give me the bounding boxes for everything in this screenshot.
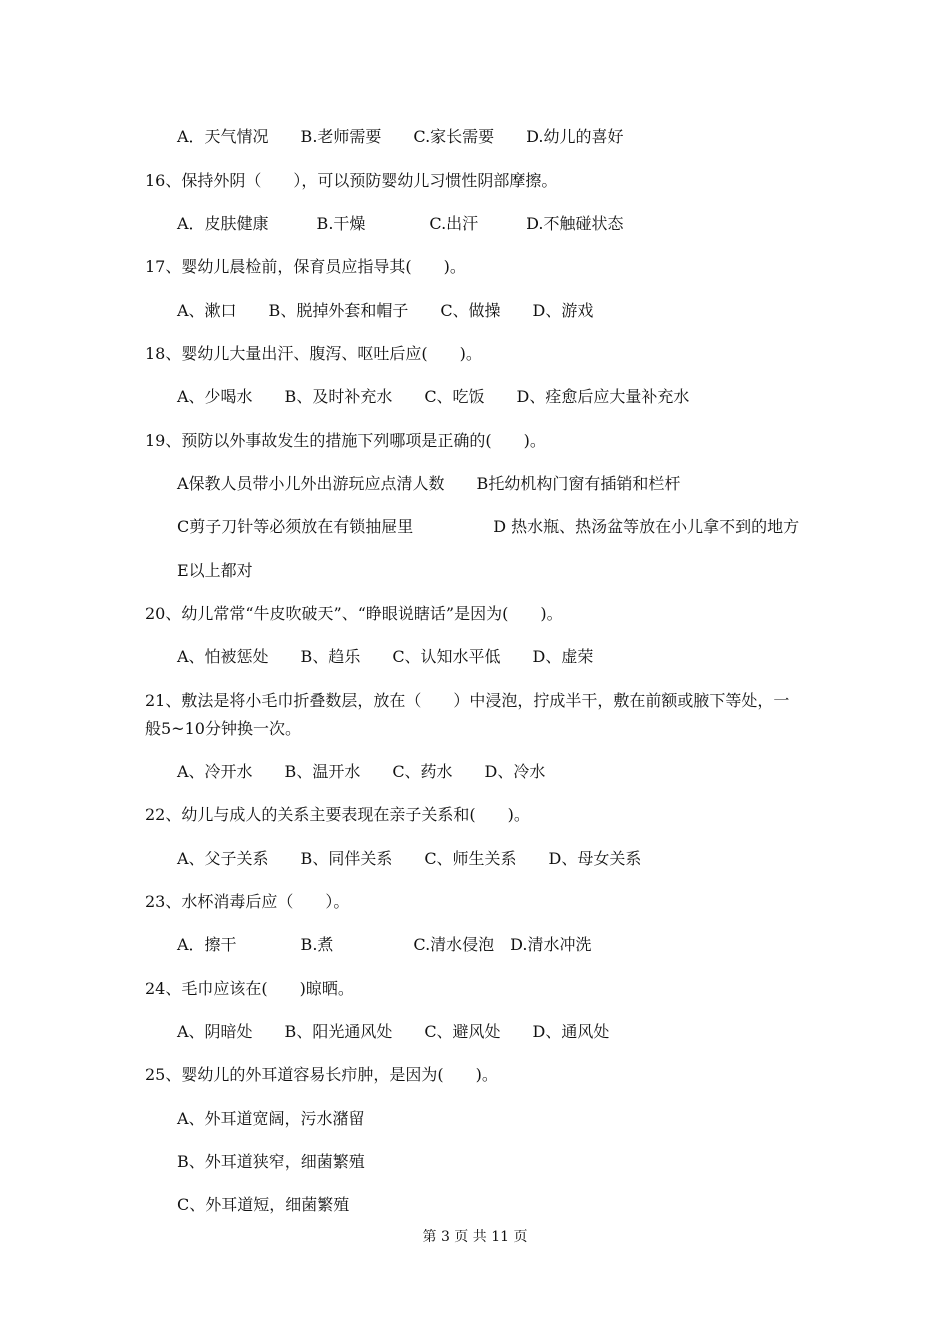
q25-question: 25、婴幼儿的外耳道容易长疖肿，是因为( )。 xyxy=(145,1065,498,1084)
q24-options: A、阴暗处 B、阳光通风处 C、避风处 D、通风处 xyxy=(177,1022,610,1041)
q18-options: A、少喝水 B、及时补充水 C、吃饭 D、痊愈后应大量补充水 xyxy=(177,387,690,406)
q19-question: 19、预防以外事故发生的措施下列哪项是正确的( )。 xyxy=(145,431,546,450)
q23-options: A．擦干 B.煮 C.清水侵泡 D.清水冲洗 xyxy=(177,935,592,954)
q16-options: A．皮肤健康 B.干燥 C.出汗 D.不触碰状态 xyxy=(177,214,624,233)
q19-option-e: E以上都对 xyxy=(177,561,253,580)
q19-options-ab: A保教人员带小儿外出游玩应点清人数 B托幼机构门窗有插销和栏杆 xyxy=(177,474,681,493)
q22-question: 22、幼儿与成人的关系主要表现在亲子关系和( )。 xyxy=(145,805,530,824)
q24-question: 24、毛巾应该在( )晾晒。 xyxy=(145,979,354,998)
q21-options: A、冷开水 B、温开水 C、药水 D、冷水 xyxy=(177,762,546,781)
q17-question: 17、婴幼儿晨检前，保育员应指导其( )。 xyxy=(145,257,466,276)
q25-option-c: C、外耳道短，细菌繁殖 xyxy=(177,1195,350,1214)
q25-option-b: B、外耳道狭窄，细菌繁殖 xyxy=(177,1152,365,1171)
q21-question: 21、敷法是将小毛巾折叠数层，放在（ ）中浸泡，拧成半干，敷在前额或腋下等处，一 xyxy=(145,691,790,710)
q20-question: 20、幼儿常常“牛皮吹破天”、“睁眼说瞎话”是因为( )。 xyxy=(145,604,563,623)
q18-question: 18、婴幼儿大量出汗、腹泻、呕吐后应( )。 xyxy=(145,344,482,363)
q15-options: A．天气情况 B.老师需要 C.家长需要 D.幼儿的喜好 xyxy=(177,127,624,146)
q25-option-a: A、外耳道宽阔，污水潴留 xyxy=(177,1109,365,1128)
q20-options: A、怕被惩处 B、趋乐 C、认知水平低 D、虚荣 xyxy=(177,647,594,666)
q21-question-cont: 般5~10分钟换一次。 xyxy=(145,719,301,738)
q19-options-cd: C剪子刀针等必须放在有锁抽屉里 D 热水瓶、热汤盆等放在小儿拿不到的地方 xyxy=(177,517,800,536)
q16-question: 16、保持外阴（ ），可以预防婴幼儿习惯性阴部摩擦。 xyxy=(145,171,558,190)
q23-question: 23、水杯消毒后应（ ）。 xyxy=(145,892,350,911)
q17-options: A、漱口 B、脱掉外套和帽子 C、做操 D、游戏 xyxy=(177,301,594,320)
q22-options: A、父子关系 B、同伴关系 C、师生关系 D、母女关系 xyxy=(177,849,642,868)
page-footer: 第 3 页 共 11 页 xyxy=(422,1229,528,1245)
